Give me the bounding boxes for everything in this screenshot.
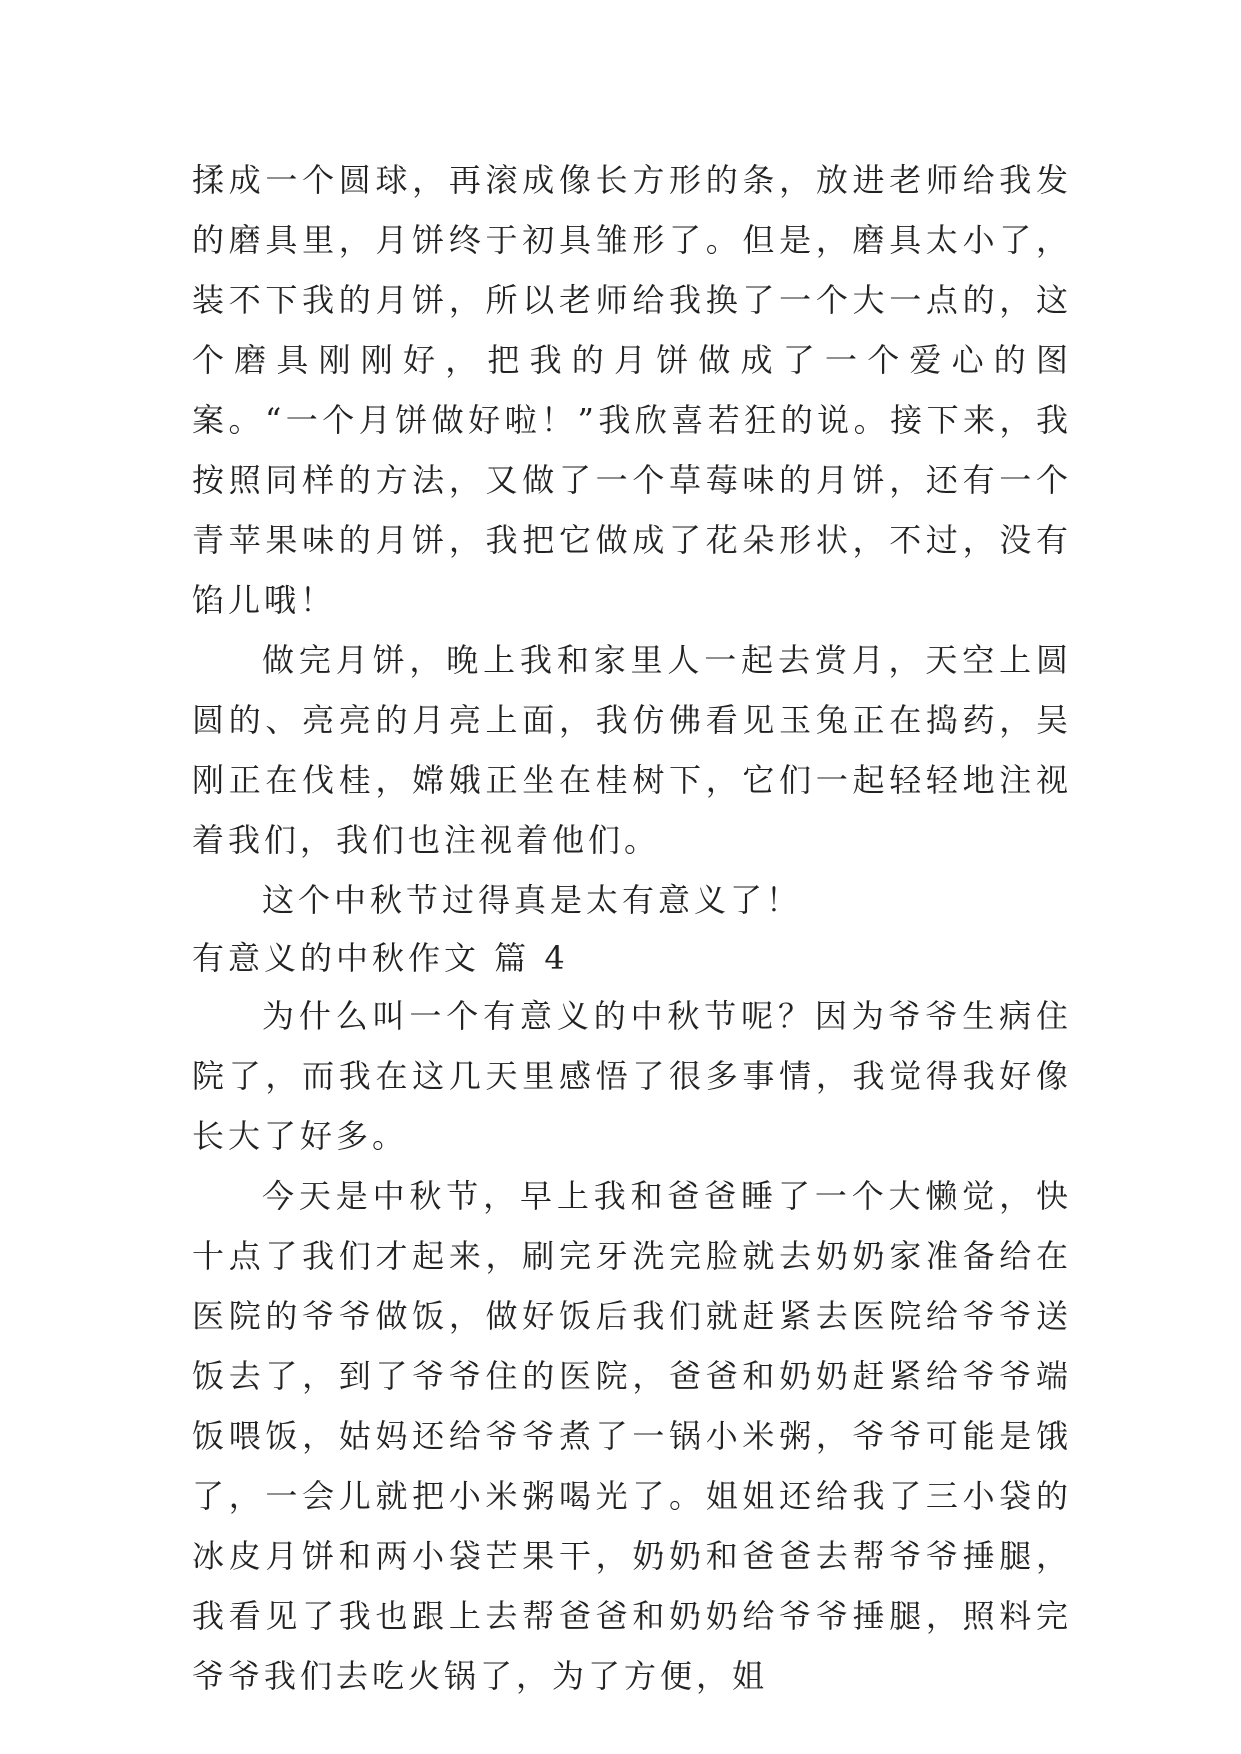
- paragraph-intro: 为什么叫一个有意义的中秋节呢？因为爷爷生病住院了，而我在这几天里感悟了很多事情，我觉得我好像长大了好多。: [192, 997, 1072, 1155]
- paragraph-conclusion: 这个中秋节过得真是太有意义了！: [262, 881, 803, 919]
- document-body: [192, 150, 1072, 1706]
- paragraph-mooncake-making: 揉成一个圆球，再滚成像长方形的条，放进老师给我发的磨具里，月饼终于初具雏形了。但是，磨具太小了，装不下我的月饼，所以老师给我换了一个大一点的，这个磨具刚刚好，把我的月饼做成了一个爱心的图案。“一个月饼做好啦！”我欣喜若狂的说。接下来，我按照同样的方法，又做了一个草莓味的月饼，还有一个青苹果味的月饼，我把它做成了花朵形状，不过，没有馅儿哦！: [192, 161, 1072, 619]
- paragraph-moon-viewing: 做完月饼，晚上我和家里人一起去赏月，天空上圆圆的、亮亮的月亮上面，我仿佛看见玉兔正在捣药，吴刚正在伐桂，嫦娥正坐在桂树下，它们一起轻轻地注视着我们，我们也注视着他们。: [192, 641, 1072, 859]
- essay-heading: 有意义的中秋作文 篇 4: [192, 939, 569, 977]
- paragraph-hospital-visit: 今天是中秋节，早上我和爸爸睡了一个大懒觉，快十点了我们才起来，刷完牙洗完脸就去奶奶家准备给在医院的爷爷做饭，做好饭后我们就赶紧去医院给爷爷送饭去了，到了爷爷住的医院，爸爸和奶奶赶紧给爷爷端饭喂饭，姑妈还给爷爷煮了一锅小米粥，爷爷可能是饿了，一会儿就把小米粥喝光了。姐姐还给我了三小袋的冰皮月饼和两小袋芒果干，奶奶和爸爸去帮爷爷捶腿，我看见了我也跟上去帮爸爸和奶奶给爷爷捶腿，照料完爷爷我们去吃火锅了，为了方便，姐: [192, 1177, 1072, 1695]
